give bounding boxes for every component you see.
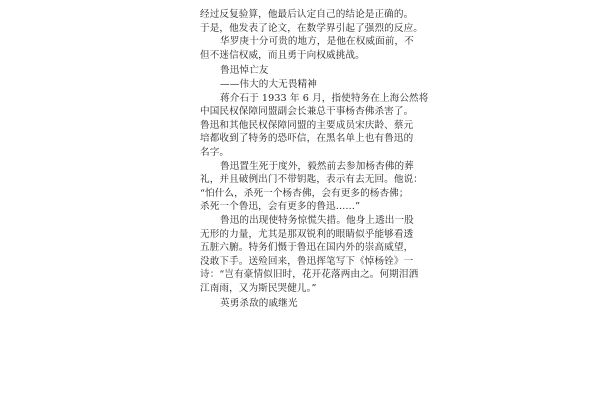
body-line-7: 鲁迅和其他民权保障同盟的主要成员宋庆龄、蔡元: [200, 119, 414, 131]
body-line-2: 于是，他发表了论文，在数学界引起了强烈的反应。: [200, 22, 423, 34]
body-line-3: 华罗庚十分可贵的地方，是他在权威面前，不: [220, 36, 414, 48]
text-column: [200, 8, 429, 311]
next-section-title: 英勇杀敌的戚继光: [220, 298, 298, 310]
body-line-12: “怕什么，杀死一个杨杏佛，会有更多的杨杏佛；: [200, 187, 409, 199]
body-line-11: 礼，并且破例出门不带钥匙，表示有去无回。他说：: [200, 174, 423, 186]
body-line-17: 没敢下手。送殓回来，鲁迅挥笔写下《悼杨铨》一: [200, 255, 414, 267]
body-line-6: 中国民权保障同盟副会长兼总干事杨杏佛杀害了。: [200, 106, 414, 118]
body-line-16: 五脏六腑。特务们慑于鲁迅在国内外的崇高威望，: [200, 242, 414, 254]
section-subtitle: ——伟大的大无畏精神: [220, 78, 317, 90]
body-line-10: 鲁迅置生死于度外，毅然前去参加杨杏佛的葬: [220, 160, 414, 172]
body-line-18: 诗：“岂有豪情似旧时，花开花落两由之。何期泪洒: [200, 269, 419, 281]
body-line-4: 但不迷信权威，而且勇于向权威挑战。: [200, 49, 365, 61]
body-line-14: 鲁迅的出现使特务惊慌失措。他身上透出一股: [220, 214, 414, 226]
section-title: 鲁迅悼亡友: [220, 65, 269, 77]
body-line-13: 杀死一个鲁迅，会有更多的鲁迅……”: [200, 201, 361, 213]
body-line-8: 培都收到了特务的恐吓信，在黑名单上也有鲁迅的: [200, 133, 414, 145]
body-line-15: 无形的力量，尤其是那双锐利的眼睛似乎能够看透: [200, 228, 414, 240]
body-line-1: 经过反复验算，他最后认定自己的结论是正确的。: [200, 9, 414, 20]
body-line-5: 蒋介石于 1933 年 6 月，指使特务在上海公然将: [220, 92, 429, 104]
body-line-9: 名字。: [200, 146, 230, 158]
body-line-19: 江南雨，又为斯民哭健儿。”: [200, 282, 317, 294]
